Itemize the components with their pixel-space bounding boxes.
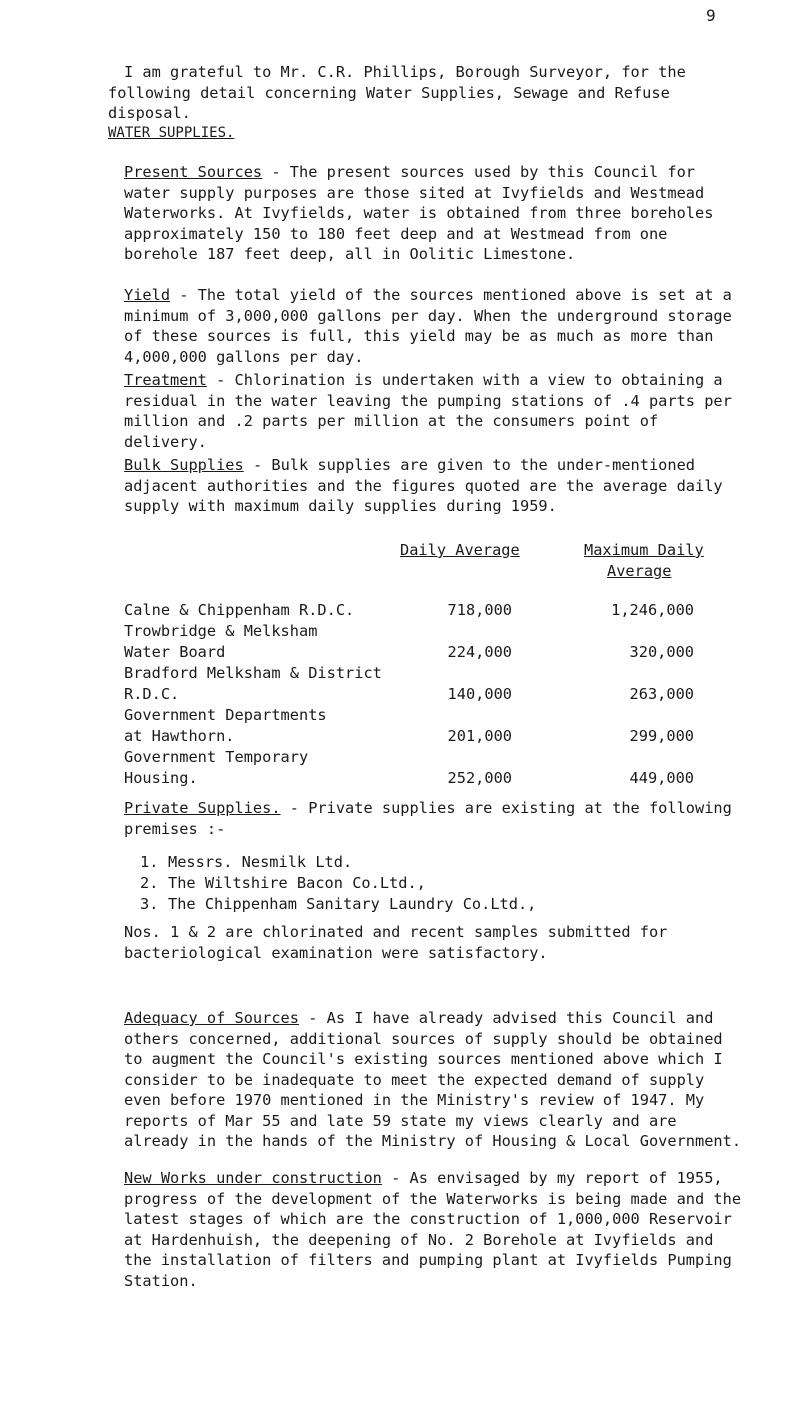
table-row bbox=[124, 621, 744, 642]
new-works-text: - As envisaged by my report of 1955, progress of the development of the Waterworks is being made and the latest stages of which are the construction of 1,000,000 Reservoir at Hardenhuish, the deepening of No. 2 Borehole at Ivyfields and the installation of filters and pumping plant at Ivyfields Pumping Station. bbox=[124, 1169, 742, 1290]
authority-name: Government Departments bbox=[124, 706, 327, 724]
private-supplies-text: - Private supplies are existing at the following premises :- bbox=[124, 799, 732, 838]
list-item bbox=[140, 894, 740, 915]
maximum-daily-value: 449,000 bbox=[629, 769, 694, 787]
page-number: 9 bbox=[706, 6, 716, 25]
maximum-daily-value: 1,246,000 bbox=[611, 601, 694, 619]
table-row bbox=[124, 600, 744, 621]
bulk-supplies-paragraph bbox=[124, 455, 744, 517]
section-heading: WATER SUPPLIES. bbox=[108, 125, 235, 141]
yield-paragraph bbox=[124, 285, 744, 367]
new-works-label: New Works under construction bbox=[124, 1169, 382, 1187]
treatment-label: Treatment bbox=[124, 371, 207, 389]
col-header-maximum-daily: Maximum Daily bbox=[584, 541, 704, 559]
private-supplies-list bbox=[140, 852, 740, 915]
treatment-paragraph bbox=[124, 370, 744, 452]
private-supplies-paragraph bbox=[124, 798, 744, 839]
table-row bbox=[124, 747, 744, 768]
col-header-average: Average bbox=[607, 562, 672, 580]
daily-average-value: 201,000 bbox=[447, 727, 512, 745]
table-row bbox=[124, 705, 744, 726]
daily-average-value: 140,000 bbox=[447, 685, 512, 703]
authority-name: Housing. bbox=[124, 769, 198, 787]
yield-text: - The total yield of the sources mentioned above is set at a minimum of 3,000,000 gallons per day. When the underground storage of these sources is full, this yield may be as much as more than 4,000,000 gallons per day. bbox=[124, 286, 732, 366]
table-row bbox=[124, 663, 744, 684]
new-works-paragraph bbox=[124, 1168, 744, 1291]
bulk-supplies-table bbox=[124, 600, 744, 789]
daily-average-value: 718,000 bbox=[447, 601, 512, 619]
list-item bbox=[140, 852, 740, 873]
authority-name: Water Board bbox=[124, 643, 226, 661]
present-sources-paragraph bbox=[124, 162, 744, 265]
daily-average-value: 252,000 bbox=[447, 769, 512, 787]
table-row bbox=[124, 684, 744, 705]
list-item bbox=[140, 873, 740, 894]
maximum-daily-value: 263,000 bbox=[629, 685, 694, 703]
intro-paragraph: I am grateful to Mr. C.R. Phillips, Borough Surveyor, for the following detail concerning Water Supplies, Sewage and Refuse disposal. bbox=[108, 63, 686, 122]
daily-average-value: 224,000 bbox=[447, 643, 512, 661]
present-sources-label: Present Sources bbox=[124, 163, 263, 181]
authority-name: Calne & Chippenham R.D.C. bbox=[124, 601, 355, 619]
yield-label: Yield bbox=[124, 286, 171, 304]
chlorinated-note: Nos. 1 & 2 are chlorinated and recent samples submitted for bacteriological examination were satisfactory. bbox=[124, 923, 668, 962]
maximum-daily-value: 299,000 bbox=[629, 727, 694, 745]
list-number: 3. bbox=[140, 895, 159, 913]
list-text: The Wiltshire Bacon Co.Ltd., bbox=[168, 874, 426, 892]
private-supplies-label: Private Supplies. bbox=[124, 799, 281, 817]
list-number: 1. bbox=[140, 853, 159, 871]
list-number: 2. bbox=[140, 874, 159, 892]
authority-name: Government Temporary bbox=[124, 748, 309, 766]
authority-name: R.D.C. bbox=[124, 685, 180, 703]
authority-name: Trowbridge & Melksham bbox=[124, 622, 318, 640]
present-sources-text: - The present sources used by this Council for water supply purposes are those sited at Ivyfields and Westmead Waterworks. At Ivyfields, water is obtained from three boreholes approximately 150 to 180 feet deep and at Westmead from one borehole 187 feet deep, all in Oolitic Limestone. bbox=[124, 163, 714, 263]
bulk-supplies-text: - Bulk supplies are given to the under-mentioned adjacent authorities and the figures quoted are the average daily supply with maximum daily supplies during 1959. bbox=[124, 456, 723, 515]
adequacy-text: - As I have already advised this Council and others concerned, additional sources of supply should be obtained to augment the Council's existing sources mentioned above which I consider to be inadequate to meet the expected demand of supply even before 1970 mentioned in the Ministry's review of 1947. My reports of Mar 55 and late 59 state my views clearly and are already in the hands of the Ministry of Housing & Local Government. bbox=[124, 1009, 742, 1150]
list-text: The Chippenham Sanitary Laundry Co.Ltd., bbox=[168, 895, 537, 913]
maximum-daily-value: 320,000 bbox=[629, 643, 694, 661]
adequacy-label: Adequacy of Sources bbox=[124, 1009, 299, 1027]
adequacy-paragraph bbox=[124, 1008, 744, 1152]
table-row bbox=[124, 768, 744, 789]
table-row bbox=[124, 642, 744, 663]
authority-name: at Hawthorn. bbox=[124, 727, 235, 745]
col-header-daily-average: Daily Average bbox=[400, 541, 520, 559]
authority-name: Bradford Melksham & District bbox=[124, 664, 382, 682]
bulk-supplies-label: Bulk Supplies bbox=[124, 456, 244, 474]
table-row bbox=[124, 726, 744, 747]
treatment-text: - Chlorination is undertaken with a view to obtaining a residual in the water leaving the pumping stations of .4 parts per million and .2 parts per million at the consumers point of delivery. bbox=[124, 371, 732, 451]
list-text: Messrs. Nesmilk Ltd. bbox=[168, 853, 353, 871]
